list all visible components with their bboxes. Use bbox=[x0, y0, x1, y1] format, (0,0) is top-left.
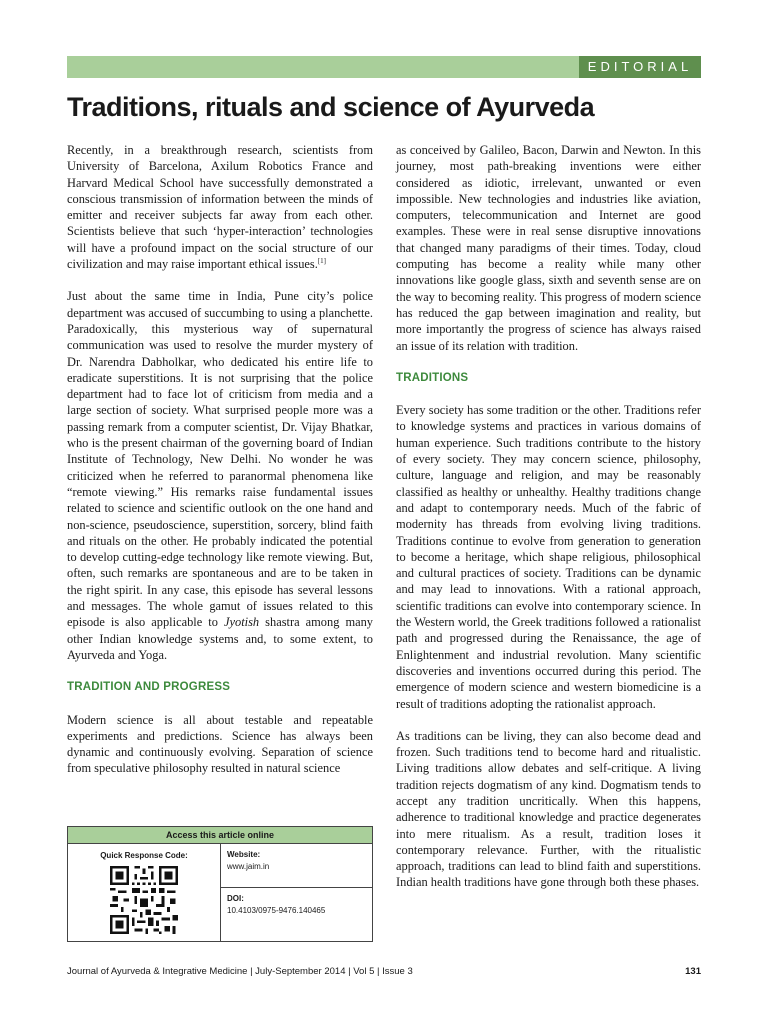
section-heading-tradition-progress: TRADITION AND PROGRESS bbox=[67, 681, 231, 694]
right-column bbox=[396, 142, 701, 907]
qr-code-icon[interactable] bbox=[110, 866, 178, 934]
qr-label: Quick Response Code: bbox=[100, 851, 188, 860]
section-label: EDITORIAL bbox=[579, 56, 701, 78]
link-section bbox=[221, 844, 372, 941]
left-paragraph-3: Modern science is all about testable and repeatable experiments and predictions. Science has always been dynamic and continuously evolving. Separation of science from speculative philosophy resulted in natural science bbox=[67, 712, 373, 776]
website-label: Website: bbox=[227, 850, 261, 859]
doi-cell bbox=[221, 887, 372, 938]
doi-label: DOI: bbox=[227, 894, 244, 903]
section-heading-traditions: TRADITIONS bbox=[396, 371, 469, 384]
right-paragraph-3: As traditions can be living, they can also become dead and frozen. Such traditions tend to become hard and ritualistic. Living traditions allow debates and self-critique. A living tradition rejects dogmatism of any kind. Dogmatism tends to accept any tradition uncritically. When this happens, adherence to traditional knowledge and practice degenerates into mere ritualism. As a result, tradition loses it contemporary relevance. Further, with the ritualistic approach, traditions can lead to blind faith and superstitions. Indian health traditions have gone through both these phases. bbox=[396, 728, 701, 890]
left-paragraph-1: Recently, in a breakthrough research, scientists from University of Barcelona, Axilum Robotics France and Harvard Medical School have successfully demonstrated a conscious transmission of information between the minds of emitter and receiver subjects far away from each other. Scientists believe that such ‘hyper-interaction’ technologies will have a profound impact on the social structure of our civilization and may raise important ethical issues.[1] bbox=[67, 143, 373, 272]
access-box-heading: Access this article online bbox=[68, 827, 372, 844]
page-number: 131 bbox=[685, 966, 701, 977]
left-column bbox=[67, 142, 373, 793]
page-footer bbox=[67, 966, 701, 977]
header-band bbox=[67, 56, 701, 78]
access-article-box bbox=[67, 826, 373, 942]
journal-info: Journal of Ayurveda & Integrative Medicine | July-September 2014 | Vol 5 | Issue 3 bbox=[67, 966, 413, 977]
reference-marker[interactable]: [1] bbox=[317, 256, 327, 265]
right-paragraph-1: as conceived by Galileo, Bacon, Darwin and Newton. In this journey, most path-breaking inventions were either considered as idiotic, irrelevant, unwanted or even impossible. New technologies and industries like aviation, computers, telecommunication and Internet are good examples. These were in real sense disruptive innovations that changed many paradigms of their times. Today, cloud computing has become a reality while many other innovations like google glass, sixth and seventh sense are on the way to becoming reality. This progress of modern science has reduced the gap between imagination and reality, but more importantly the progress of science has always raised an issue of its relation with tradition. bbox=[396, 143, 701, 353]
left-paragraph-2: Just about the same time in India, Pune city’s police department was accused of succumbing to using a planchette. Paradoxically, this mysterious way of supernatural communication was used to resolve the murder mystery of Dr. Narendra Dabholkar, who dedicated his entire life to eradicate superstitions. It is not surprising that the police department had to face lot of criticism from media and a large section of society. What surprised people more was a passing remark from a computer scientist, Dr. Vijay Bhatkar, who is the present chairman of the governing board of Indian Institute of Technology, New Delhi. No wonder he was criticized when he referred to paranormal phenomena like “remote viewing.” His remarks raise fundamental issues related to science and scientific outlook on the one hand and non-science, pseudoscience, superstition, sorcery, blind faith and rituals on the other. He probably indicated the potential to develop cutting-edge technology like remote viewing. But, often, such remarks are spontaneous and are to be taken in the right spirit. In any case, this episode has several lessons and messages. The whole gamut of issues related to this episode is also applicable to Jyotish shastra among many other Indian knowledge systems and, to some extent, to Ayurveda and Yoga. bbox=[67, 289, 373, 662]
website-cell bbox=[221, 844, 372, 887]
right-paragraph-2: Every society has some tradition or the other. Traditions refer to knowledge systems and practices in various domains of human experience. Such traditions contribute to the history of every society. They may concern science, philosophy, culture, language and religion, and may be reasonably classified as healthy or unhealthy. Healthy traditions change and adapt to contemporary needs. Much of the fabric of modernity has threads from evolving living traditions. Traditions continue to evolve from generation to generation to become a heritage, which shape religious, philosophical and cultural practices of society. Traditions can be dynamic and may lead to innovations. With a rational approach, scientific traditions can evolve into contemporary science. In the Western world, the Greek traditions followed a rationalist path and progressed during the Renaissance, the age of Enlightenment and industrial revolution. Many scientific discoveries and inventions occurred during this period. The emergence of modern science and western biomedicine is a result of traditions adopting the rationalist approach. bbox=[396, 403, 701, 711]
website-link[interactable]: www.jaim.in bbox=[227, 862, 270, 871]
article-title: Traditions, rituals and science of Ayurveda bbox=[67, 92, 595, 122]
qr-section bbox=[68, 844, 221, 941]
doi-link[interactable]: 10.4103/0975-9476.140465 bbox=[227, 906, 326, 915]
